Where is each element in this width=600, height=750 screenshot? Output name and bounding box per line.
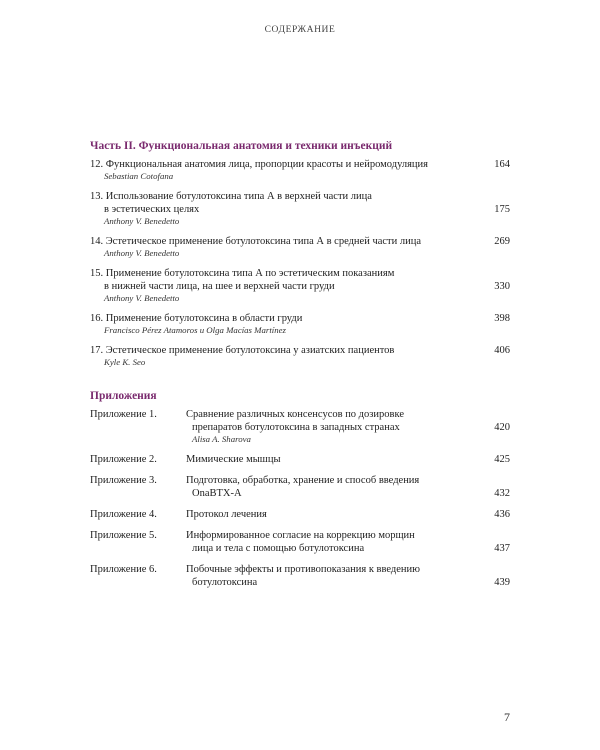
entry-title-line: 13. Использование ботулотоксина типа А в верхней части лица (90, 191, 372, 202)
appendix-label: Приложение 2. (90, 454, 157, 465)
toc-entry[interactable] (90, 267, 510, 304)
appendix-entry[interactable] (90, 529, 510, 555)
page-number: 425 (494, 454, 510, 465)
entry-title-line: 15. Применение ботулотоксина типа А по эстетическим показаниям (90, 268, 395, 279)
entry-author: Anthony V. Benedetto (104, 248, 180, 258)
entry-title-line: 12. Функциональная анатомия лица, пропорции красоты и нейромодуляция (90, 159, 428, 170)
appendix-entry[interactable] (90, 453, 510, 466)
page-number: 406 (494, 345, 510, 356)
page-number: 330 (494, 281, 510, 292)
appendix-entry[interactable] (90, 408, 510, 445)
toc-entry[interactable] (90, 235, 510, 259)
toc-appendices (90, 390, 510, 597)
entry-author: Kyle K. Seo (104, 357, 146, 367)
appendix-label: Приложение 4. (90, 509, 157, 520)
entry-title-line: OnaBTX-A (192, 488, 242, 499)
entry-title-line: ботулотоксина (192, 577, 258, 588)
entry-author: Alisa A. Sharova (192, 434, 251, 444)
page-number: 420 (494, 422, 510, 433)
page-number: 436 (494, 509, 510, 520)
page-number: 398 (494, 313, 510, 324)
page-number: 439 (494, 577, 510, 588)
entry-author: Sebastian Cotofana (104, 171, 174, 181)
toc-entry[interactable] (90, 158, 510, 182)
entry-title-line: лица и тела с помощью ботулотоксина (192, 543, 365, 554)
section-title-part-2: Часть II. Функциональная анатомия и техники инъекций (90, 140, 393, 152)
entry-title-line: 16. Применение ботулотоксина в области груди (90, 313, 303, 324)
entry-title-line: 14. Эстетическое применение ботулотоксина типа А в средней части лица (90, 236, 422, 247)
appendix-entry[interactable] (90, 508, 510, 521)
page-number: 437 (494, 543, 510, 554)
toc-entry[interactable] (90, 190, 510, 227)
page-number: 269 (494, 236, 510, 247)
entry-title-line: Побочные эффекты и противопоказания к введению (186, 564, 421, 575)
appendix-label: Приложение 5. (90, 530, 157, 541)
entry-title-line: препаратов ботулотоксина в западных странах (192, 422, 400, 433)
appendix-label: Приложение 1. (90, 409, 157, 420)
section-title-appendices: Приложения (90, 390, 157, 402)
entry-author: Anthony V. Benedetto (104, 216, 180, 226)
entry-title-line: Информированное согласие на коррекцию морщин (186, 530, 415, 541)
page-number: 164 (494, 159, 510, 170)
appendix-label: Приложение 6. (90, 564, 157, 575)
entry-title-line: Протокол лечения (186, 509, 267, 520)
page-footer-number: 7 (504, 710, 510, 724)
appendix-entry[interactable] (90, 474, 510, 500)
entry-author: Francisco Pérez Atamoros и Olga Macías Martínez (104, 325, 286, 335)
appendix-entry[interactable] (90, 563, 510, 589)
entry-author: Anthony V. Benedetto (104, 293, 180, 303)
entry-title-line: Подготовка, обработка, хранение и способ введения (186, 475, 420, 486)
entry-title-line: в эстетических целях (104, 204, 200, 215)
entry-title-line: Сравнение различных консенсусов по дозировке (186, 409, 405, 420)
toc-entry[interactable] (90, 312, 510, 336)
running-head: СОДЕРЖАНИЕ (264, 25, 336, 35)
entry-title-line: 17. Эстетическое применение ботулотоксина у азиатских пациентов (90, 345, 395, 356)
page-number: 432 (494, 488, 510, 499)
appendix-label: Приложение 3. (90, 475, 157, 486)
page-number: 175 (494, 204, 510, 215)
toc-entry[interactable] (90, 344, 510, 368)
entry-title-line: в нижней части лица, на шее и верхней части груди (104, 281, 335, 292)
entry-title-line: Мимические мышцы (186, 454, 281, 465)
toc-part-2 (90, 140, 510, 376)
